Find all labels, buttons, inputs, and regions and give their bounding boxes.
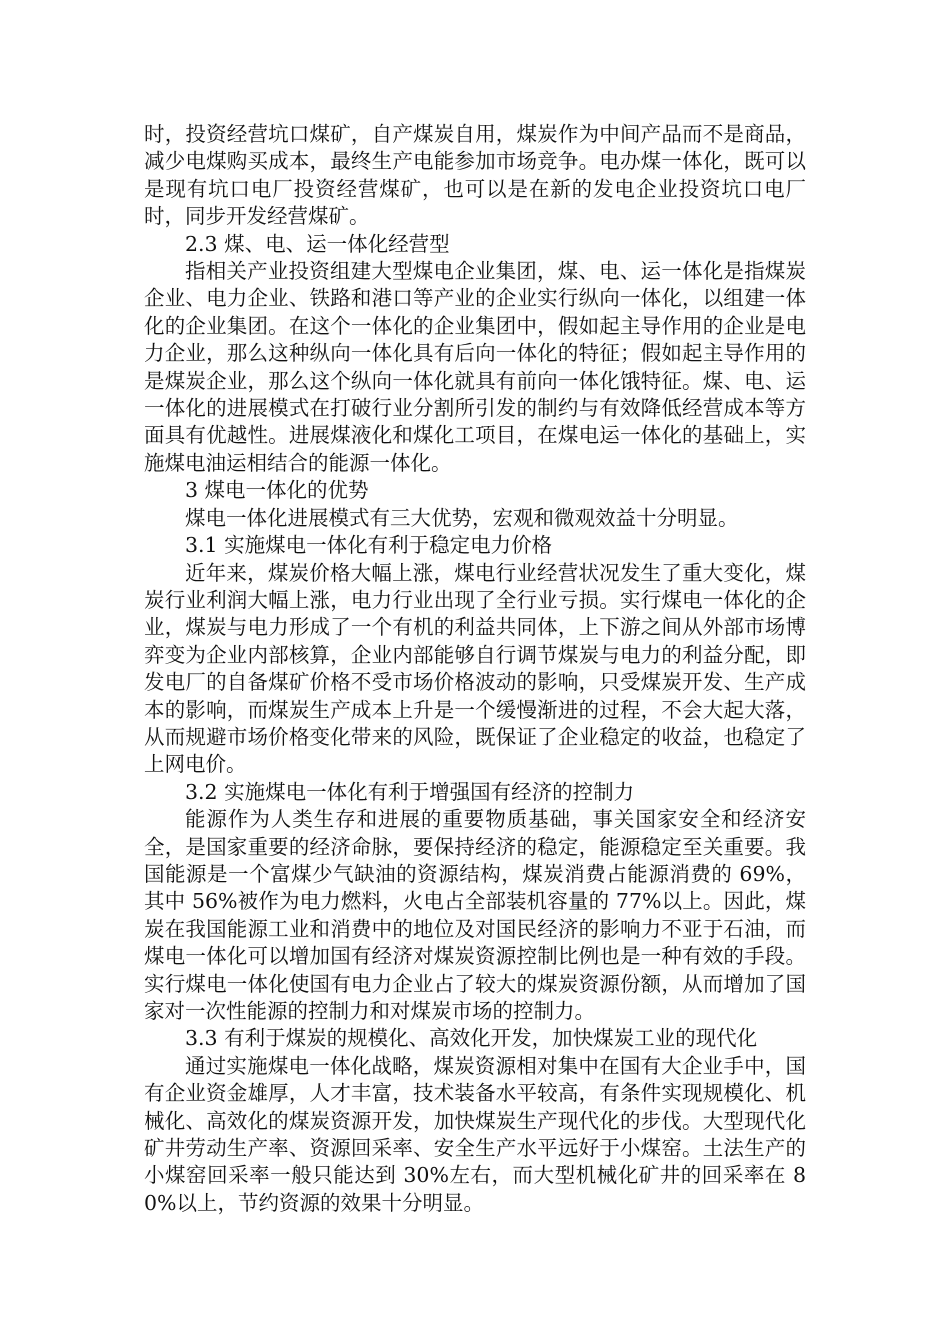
section-heading-3-2: 3.2 实施煤电一体化有利于增强国有经济的控制力 — [185, 779, 635, 804]
section-heading-3-1: 3.1 实施煤电一体化有利于稳定电力价格 — [185, 533, 553, 558]
section-heading-3: 3 煤电一体化的优势 — [185, 478, 369, 503]
paragraph-2-3-body: 指相关产业投资组建大型煤电企业集团，煤、电、运一体化是指煤炭企业、电力企业、铁路和港口等产业的企业实行纵向一体化，以组建一体化的企业集团。在这个一体化的企业集团中，假如起主导作用的企业是电力企业，那么这种纵向一体化具有后向一体化的特征；假如起主导作用的是煤炭企业，那么这个纵向一体化就具有前向一体化饿特征。煤、电、运一体化的进展模式在打破行业分割所引发的制约与有效降低经营成本等方面具有优越性。进展煤液化和煤化工项目，在煤电运一体化的基础上，实施煤电油运相结合的能源一体化。 — [144, 259, 806, 475]
paragraph-3-2-body: 能源作为人类生存和进展的重要物质基础，事关国家安全和经济安全，是国家重要的经济命脉，要保持经济的稳定，能源稳定至关重要。我国能源是一个富煤少气缺油的资源结构，煤炭消费占能源消费的 69%，其中 56%被作为电力燃料，火电占全部装机容量的 77%以上。因此，煤炭在我国能源工业和消费中的地位及对国民经济的影响力不亚于石油，而煤电一体化可以增加国有经济对煤炭资源控制比例也是一种有效的手段。实行煤电一体化使国有电力企业占了较大的煤炭资源份额，从而增加了国家对一次性能源的控制力和对煤炭市场的控制力。 — [144, 807, 806, 1023]
section-heading-2-3: 2.3 煤、电、运一体化经营型 — [185, 231, 450, 256]
paragraph-continuation: 时，投资经营坑口煤矿，自产煤炭自用，煤炭作为中间产品而不是商品，减少电煤购买成本，最终生产电能参加市场竞争。电办煤一体化，既可以是现有坑口电厂投资经营煤矿，也可以是在新的发电企业投资坑口电厂时，同步开发经营煤矿。 — [144, 122, 806, 229]
document-page — [144, 121, 806, 1217]
paragraph-3-1-body: 近年来，煤炭价格大幅上涨，煤电行业经营状况发生了重大变化，煤炭行业利润大幅上涨，电力行业出现了全行业亏损。实行煤电一体化的企业，煤炭与电力形成了一个有机的利益共同体，上下游之间从外部市场博弈变为企业内部核算，企业内部能够自行调节煤炭与电力的利益分配，即发电厂的自备煤矿价格不受市场价格波动的影响，只受煤炭开发、生产成本的影响，而煤炭生产成本上升是一个缓慢渐进的过程，不会大起大落，从而规避市场价格变化带来的风险，既保证了企业稳定的收益，也稳定了上网电价。 — [144, 560, 806, 777]
section-heading-3-3: 3.3 有利于煤炭的规模化、高效化开发，加快煤炭工业的现代化 — [185, 1026, 758, 1051]
paragraph-3-3-body: 通过实施煤电一体化战略，煤炭资源相对集中在国有大企业手中，国有企业资金雄厚，人才丰富，技术装备水平较高，有条件实现规模化、机械化、高效化的煤炭资源开发，加快煤炭生产现代化的步伐。大型现代化矿井劳动生产率、资源回采率、安全生产水平远好于小煤窑。土法生产的小煤窑回采率一般只能达到 30%左右，而大型机械化矿井的回采率在 80%以上，节约资源的效果十分明显。 — [144, 1053, 806, 1215]
paragraph-3-intro: 煤电一体化进展模式有三大优势，宏观和微观效益十分明显。 — [185, 505, 739, 530]
